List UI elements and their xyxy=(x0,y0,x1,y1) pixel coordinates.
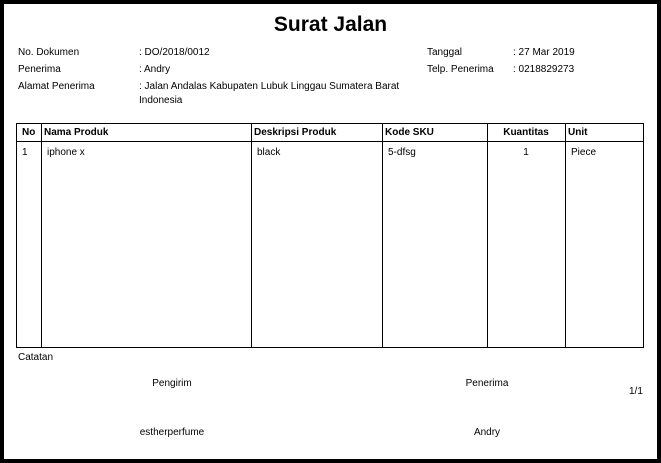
telp-value: : 0218829273 xyxy=(513,64,575,75)
cell-kode-sku: 5-dfsg xyxy=(388,147,416,158)
cell-unit: Piece xyxy=(571,147,597,158)
pengirim-label: Pengirim xyxy=(152,378,192,389)
pengirim-name: estherperfume xyxy=(139,427,205,438)
telp-label: Telp. Penerima xyxy=(427,64,494,75)
header-kuantitas: Kuantitas xyxy=(503,127,549,138)
cell-no: 1 xyxy=(22,147,28,158)
col-divider xyxy=(251,124,252,347)
product-table xyxy=(16,123,644,348)
alamat-label: Alamat Penerima xyxy=(18,81,95,92)
document-title: Surat Jalan xyxy=(273,13,388,36)
header-kode-sku: Kode SKU xyxy=(385,127,434,138)
penerima-name: Andry xyxy=(473,427,501,438)
tanggal-value: : 27 Mar 2019 xyxy=(513,47,575,58)
table-header-divider xyxy=(17,141,643,142)
header-deskripsi-produk: Deskripsi Produk xyxy=(254,127,337,138)
header-unit: Unit xyxy=(568,127,588,138)
penerima-sign-label: Penerima xyxy=(465,378,509,389)
catatan-label: Catatan xyxy=(18,352,54,363)
no-dokumen-value: : DO/2018/0012 xyxy=(139,47,210,58)
col-divider xyxy=(41,124,42,347)
cell-deskripsi-produk: black xyxy=(257,147,281,158)
tanggal-label: Tanggal xyxy=(427,47,463,58)
col-divider xyxy=(565,124,566,347)
penerima-label: Penerima xyxy=(18,64,61,75)
header-no: No xyxy=(22,127,36,138)
cell-nama-produk: iphone x xyxy=(47,147,85,158)
alamat-value: : Jalan Andalas Kabupaten Lubuk Linggau Sumatera Barat Indonesia xyxy=(139,81,400,106)
no-dokumen-label: No. Dokumen xyxy=(18,47,80,58)
col-divider xyxy=(382,124,383,347)
page-number: 1/1 xyxy=(629,386,643,397)
penerima-value: : Andry xyxy=(139,64,171,75)
header-nama-produk: Nama Produk xyxy=(44,127,109,138)
cell-kuantitas: 1 xyxy=(523,147,529,158)
